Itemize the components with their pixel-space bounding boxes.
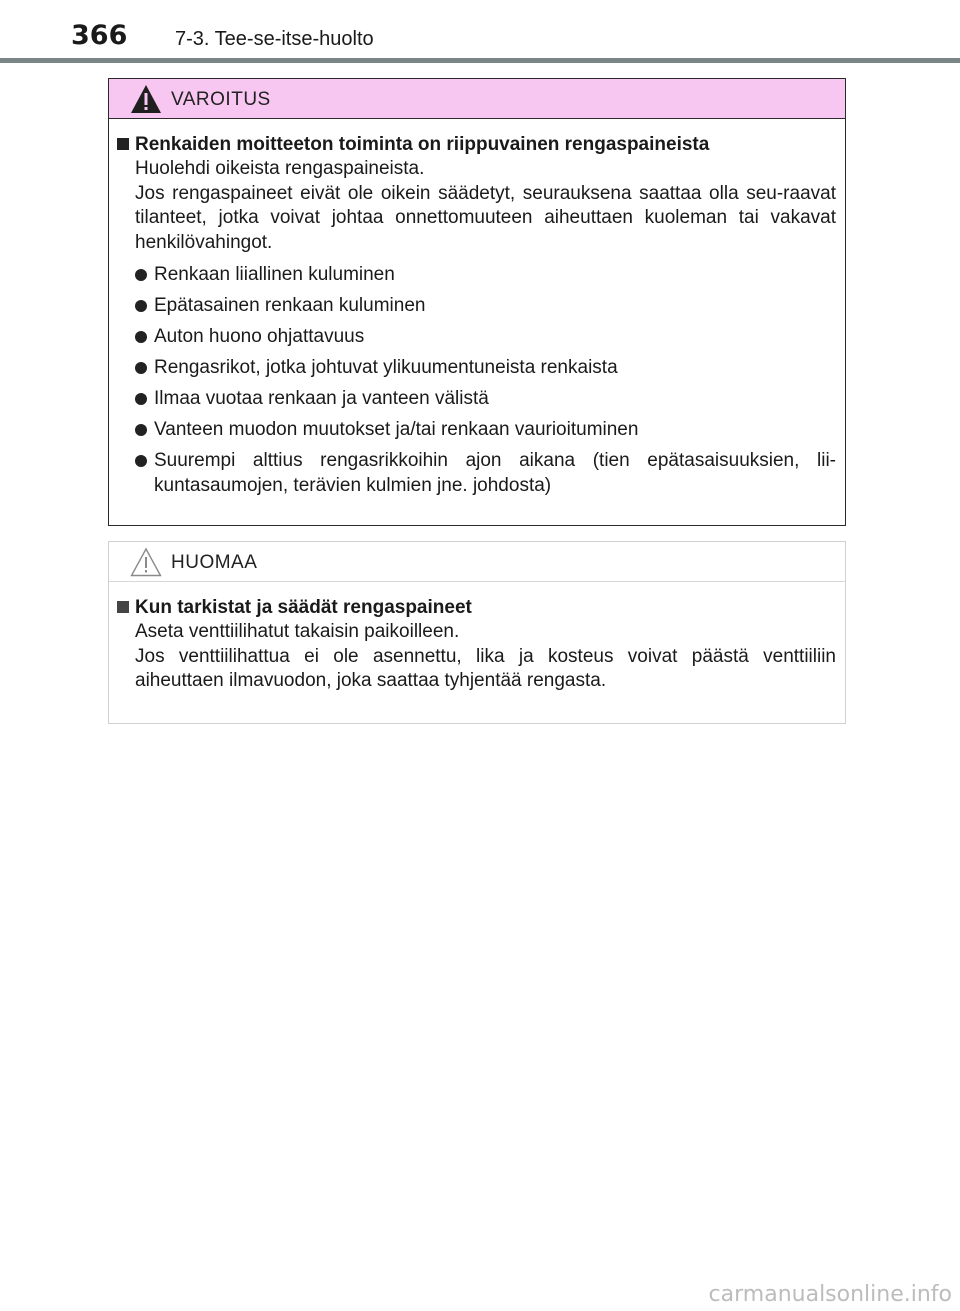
header-rule [0,58,960,63]
square-bullet-icon [117,138,129,150]
list-item-text: Renkaan liiallinen kuluminen [154,264,395,285]
notice-box-body [109,582,845,694]
section-title: 7-3. Tee-se-itse-huolto [175,28,374,50]
warning-topic-title: Renkaiden moitteeton toiminta on riippuvainen rengaspaineista [135,134,710,155]
list-item-text: Rengasrikot, jotka johtuvat ylikuumentuneista renkaista [154,357,618,378]
notice-topic-title: Kun tarkistat ja säädät rengaspaineet [135,597,472,618]
notice-paragraph: Jos venttiilihattua ei ole asennettu, lika ja kosteus voivat päästä venttiiliin aiheuttaen ilmavuodon, joka saattaa tyhjentää rengasta. [135,645,836,691]
caution-triangle-outline-icon [130,547,162,577]
square-bullet-icon [117,601,129,613]
page-header [0,0,960,64]
list-item [135,418,836,443]
warning-triangle-icon [130,84,162,114]
warning-box-header [109,79,845,119]
warning-paragraph: Jos rengaspaineet eivät ole oikein säädetyt, seurauksena saattaa olla seu-raavat tilanteet, jotka voivat johtaa onnettomuuteen aiheuttaen kuoleman tai vakavat henkilövahingot. [135,182,836,253]
bullet-dot-icon [135,362,147,374]
list-item-text: Suurempi alttius rengasrikkoihin ajon aikana (tien epätasaisuuksien, lii-kuntasaumojen, terävien kulmien jne. johdosta) [154,450,836,496]
notice-paragraph: Aseta venttiilihatut takaisin paikoilleen. [135,621,460,642]
list-item-text: Vanteen muodon muutokset ja/tai renkaan vaurioituminen [154,419,639,440]
page-number: 366 [71,20,128,51]
list-item [135,387,836,412]
warning-box-body [109,119,845,498]
list-item [135,294,836,319]
list-item-text: Ilmaa vuotaa renkaan ja vanteen välistä [154,388,489,409]
warning-topic [117,133,836,157]
notice-box-header [109,542,845,582]
watermark: carmanualsonline.info [708,1282,952,1307]
list-item-text: Auton huono ohjattavuus [154,326,365,347]
bullet-dot-icon [135,300,147,312]
notice-label: HUOMAA [171,552,258,573]
bullet-dot-icon [135,455,147,467]
warning-paragraph: Huolehdi oikeista rengaspaineista. [135,158,425,179]
bullet-dot-icon [135,393,147,405]
warning-label: VAROITUS [171,89,271,110]
notice-box [108,541,846,724]
list-item [135,325,836,350]
list-item [135,356,836,381]
notice-topic [117,596,836,620]
list-item-text: Epätasainen renkaan kuluminen [154,295,426,316]
bullet-dot-icon [135,331,147,343]
bullet-dot-icon [135,424,147,436]
warning-box [108,78,846,526]
warning-item-list [135,263,836,498]
bullet-dot-icon [135,269,147,281]
list-item [135,449,836,498]
list-item [135,263,836,288]
